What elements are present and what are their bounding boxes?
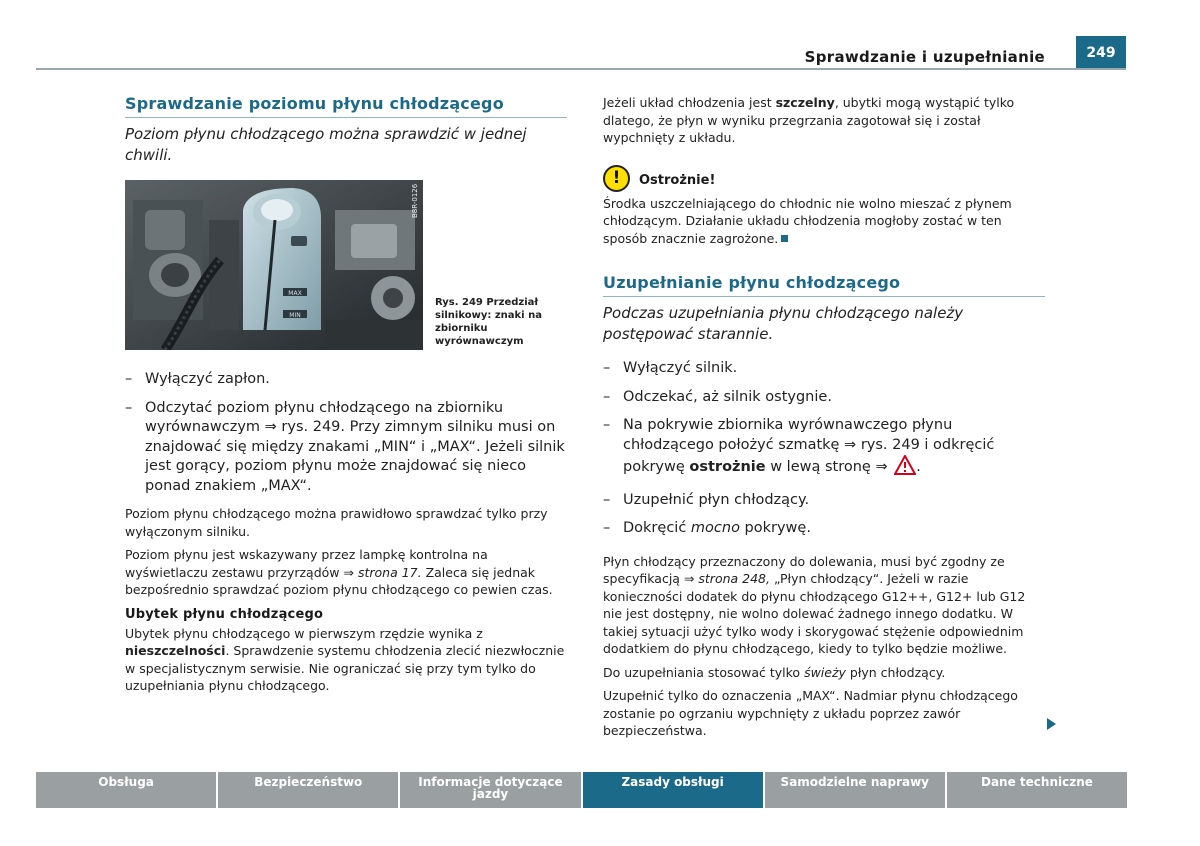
lead-text: Podczas uzupełniania płynu chłodzącego należy postępować starannie.: [603, 304, 964, 343]
warning-triangle-icon[interactable]: [894, 455, 916, 482]
paragraph-fresh-coolant: Do uzupełniania stosować tylko świeży płyn chłodzący.: [603, 664, 946, 680]
page-reference-link[interactable]: strona 17.: [357, 564, 422, 580]
figure-249: [125, 180, 567, 350]
running-header-title: Sprawdzanie i uzupełnianie: [804, 48, 1045, 66]
tab-zasady-obslugi[interactable]: Zasady obsługi: [583, 772, 763, 808]
caution-box-header: [603, 165, 1045, 192]
paragraph-specification: Płyn chłodzący przeznaczony do dolewania, musi być zgodny ze specyfikacją ⇒ strona 248, „Płyn chłodzący“. Jeżeli w razie konieczności dodatek do płynu chłodzącego G12++, G12+ lub G12 nie jest dostępny, nie wolno dolewać żadnego innego dodatku. W takiej sytuacji użyć tylko wody i skorygować stężenie odpowiednim dodatkiem do płynu chłodzącego, kiedy to tylko będzie możliwe.: [603, 553, 1026, 656]
tank-max-mark: MAX: [288, 290, 302, 297]
paragraph-check-when-off: Poziom płynu chłodzącego można prawidłowo sprawdzać tylko przy wyłączonym silniku.: [125, 506, 548, 539]
caution-title: Ostrożnie!: [639, 173, 716, 188]
paragraph-sealed-system: Jeżeli układ chłodzenia jest szczelny, ubytki mogą wystąpić tylko dlatego, że płyn w wyniku przegrzania zagotował się i został wypchnięty z układu.: [603, 95, 1015, 145]
list-item: – Odczekać, aż silnik ostygnie.: [603, 388, 832, 405]
topup-steps-list: [603, 359, 1045, 539]
caution-text: Środka uszczelniającego do chłodnic nie wolno mieszać z płynem chłodzącym. Działanie układu chłodzenia mogłoby zostać w ten sposób znacznie zagrożone.: [603, 195, 1012, 246]
engine-bay-illustration: [125, 180, 423, 350]
page-reference-link[interactable]: strona 248,: [698, 571, 770, 586]
list-item: – Uzupełnić płyn chłodzący.: [603, 491, 810, 508]
section-end-marker-icon: [781, 235, 788, 242]
caution-icon: !: [603, 165, 630, 192]
list-item: – Na pokrywie zbiornika wyrównawczego płynu chłodzącego położyć szmatkę ⇒ rys. 249 i odkręcić pokrywę ostrożnie w lewą stronę ⇒ .: [603, 416, 1045, 482]
paragraph-coolant-loss: Ubytek płynu chłodzącego w pierwszym rzędzie wynika z nieszczelności. Sprawdzenie systemu chłodzenia zlecić niezwłocznie w specjalistycznym serwisie. Nie ograniczać się przy tym tylko do uzupełniania płynu chłodzącego.: [125, 625, 565, 693]
tab-bezpieczenstwo[interactable]: Bezpieczeństwo: [218, 772, 398, 808]
check-steps-list: [125, 370, 567, 496]
figure-caption: Rys. 249 Przedział silnikowy: znaki na zbiorniku wyrównawczym: [435, 297, 542, 347]
section-heading-check-coolant: Sprawdzanie poziomu płynu chłodzącego: [125, 94, 567, 118]
header-rule: [36, 68, 1126, 70]
tab-informacje-dotyczace-jazdy[interactable]: Informacje dotyczące jazdy: [400, 772, 580, 808]
lead-text: Poziom płynu chłodzącego można sprawdzić w jednej chwili.: [125, 125, 527, 164]
section-heading-topping-up: Uzupełnianie płynu chłodzącego: [603, 273, 1045, 297]
subheading-coolant-loss: Ubytek płynu chłodzącego: [125, 606, 324, 622]
paragraph-warning-lamp: Poziom płynu jest wskazywany przez lampkę kontrolna na wyświetlaczu zestawu przyrządów ⇒ strona 17. Zaleca się jednak bezpośrednio sprawdzać poziom płynu chłodzącego co pewien czas.: [125, 547, 553, 597]
left-column: [125, 94, 567, 701]
paragraph-fill-to-max: Uzupełnić tylko do oznaczenia „MAX“. Nadmiar płynu chłodzącego zostanie po ogrzaniu wypchnięty z układu poprzez zawór bezpieczeństwa.: [603, 688, 1018, 738]
list-item: – Wyłączyć zapłon.: [125, 371, 270, 387]
right-column: [603, 94, 1045, 746]
tank-min-mark: MIN: [289, 312, 301, 319]
list-item: – Odczytać poziom płynu chłodzącego na zbiorniku wyrównawczym ⇒ rys. 249. Przy zimnym silniku musi on znajdować się między znakami „MIN“ i „MAX“. Jeżeli silnik jest gorący, poziom płynu może znajdować się nieco ponad znakiem „MAX“.: [125, 399, 565, 494]
tab-samodzielne-naprawy[interactable]: Samodzielne naprawy: [765, 772, 945, 808]
tab-obsluga[interactable]: Obsługa: [36, 772, 216, 808]
figure-code: B8R-0126: [411, 183, 419, 218]
engine-bay-photo: [125, 180, 423, 350]
chapter-tabs: [36, 772, 1127, 808]
continue-arrow-icon[interactable]: [1047, 718, 1056, 730]
list-item: – Wyłączyć silnik.: [603, 360, 738, 376]
page-number: 249: [1076, 36, 1126, 70]
tab-dane-techniczne[interactable]: Dane techniczne: [947, 772, 1127, 808]
list-item: – Dokręcić mocno pokrywę.: [603, 520, 811, 536]
